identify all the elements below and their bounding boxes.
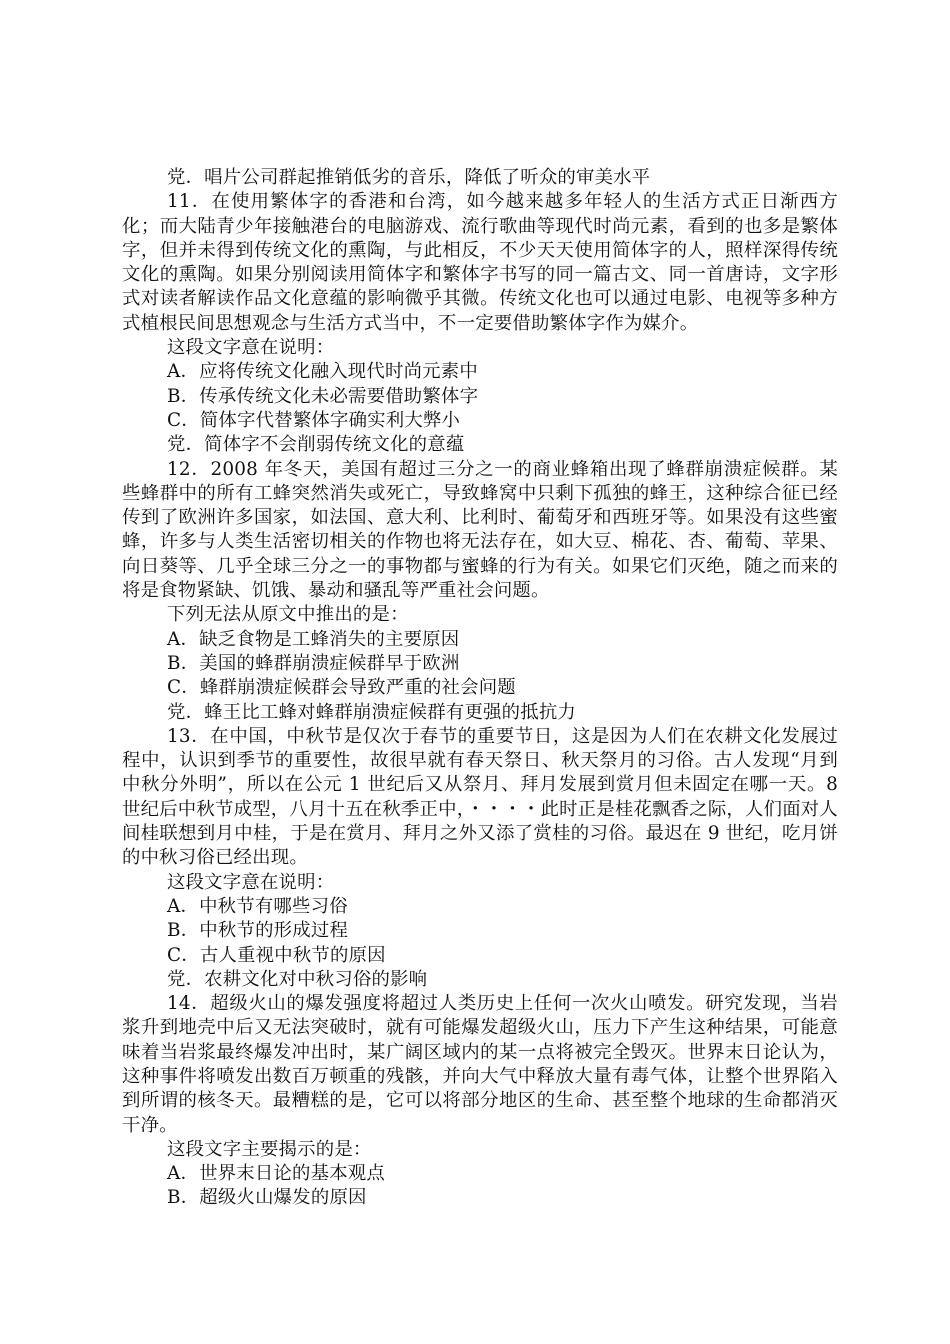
question-11-option-a: A．应将传统文化融入现代时尚元素中 <box>167 361 478 383</box>
question-13-prompt: 这段文字意在说明： <box>167 871 335 893</box>
question-12-option-d: 党．蜂王比工蜂对蜂群崩溃症候群有更强的抵抗力 <box>167 701 576 723</box>
question-13-option-c: C．古人重视中秋节的原因 <box>167 944 386 966</box>
question-12 <box>122 458 838 725</box>
question-13-passage: 13．在中国，中秋节是仅次于春节的重要节日，这是因为人们在农耕文化发展过程中，认识到季节的重要性，故很早就有春天祭日、秋天祭月的习俗。古人发现“月到中秋分外明”，所以在公元 1 世纪后又从祭月、拜月发展到赏月但未固定在哪一天。8 世纪后中秋节成型，八月十五在秋季正中，・・・・此时正是桂花飘香之际，人们面对人间桂联想到月中桂，于是在赏月、拜月之外又添了赏桂的习俗。最迟在 9 世纪，吃月饼的中秋习俗已经出现。 <box>122 725 838 869</box>
question-13-option-a: A．中秋节有哪些习俗 <box>167 895 348 917</box>
question-14-option-b: B．超级火山爆发的原因 <box>167 1187 367 1209</box>
question-11-option-c: C．简体字代替繁体字确实利大弊小 <box>167 409 461 431</box>
question-11-option-d: 党．简体字不会削弱传统文化的意蕴 <box>167 434 465 456</box>
question-12-passage: 12．2008 年冬天，美国有超过三分之一的商业蜂箱出现了蜂群崩溃症候群。某些蜂群中的所有工蜂突然消失或死亡，导致蜂窝中只剩下孤独的蜂王，这种综合征已经传到了欧洲许多国家，如法国、意大利、比利时、葡萄牙和西班牙等。如果没有这些蜜蜂，许多与人类生活密切相关的作物也将无法存在，如大豆、棉花、杏、葡萄、苹果、向日葵等、几乎全球三分之一的事物都与蜜蜂的行为有关。如果它们灭绝，随之而来的将是食物紧缺、饥饿、暴动和骚乱等严重社会问题。 <box>122 458 838 602</box>
question-12-option-a: A．缺乏食物是工蜂消失的主要原因 <box>167 628 460 650</box>
document-body <box>122 166 838 1211</box>
question-12-option-c: C．蜂群崩溃症候群会导致严重的社会问题 <box>167 677 516 699</box>
question-11-prompt: 这段文字意在说明： <box>167 337 335 359</box>
question-14-option-a: A．世界末日论的基本观点 <box>167 1163 385 1185</box>
question-12-option-b: B．美国的蜂群崩溃症候群早于欧洲 <box>167 652 460 674</box>
q10-option-d: 党．唱片公司群起推销低劣的音乐，降低了听众的审美水平 <box>167 167 651 188</box>
question-14-prompt: 这段文字主要揭示的是： <box>167 1138 372 1160</box>
question-11-option-b: B．传承传统文化未必需要借助繁体字 <box>167 385 479 407</box>
question-12-prompt: 下列无法从原文中推出的是： <box>167 604 409 626</box>
question-11 <box>122 190 838 457</box>
question-14-passage: 14．超级火山的爆发强度将超过人类历史上任何一次火山喷发。研究发现，当岩浆升到地壳中后又无法突破时，就有可能爆发超级火山，压力下产生这种结果，可能意味着当岩浆最终爆发冲出时，某广阔区域内的某一点将被完全毁灭。世界末日论认为，这种事件将喷发出数百万顿重的残骸，并向大气中释放大量有毒气体，让整个世界陷入到所谓的核冬天。最糟糕的是，它可以将部分地区的生命、甚至整个地球的生命都消灭干净。 <box>122 993 838 1136</box>
question-13 <box>122 725 838 992</box>
question-14 <box>122 992 838 1211</box>
question-13-option-b: B．中秋节的形成过程 <box>167 920 349 942</box>
question-11-passage: 11．在使用繁体字的香港和台湾，如今越来越多年轻人的生活方式正日渐西方化；而大陆青少年接触港台的电脑游戏、流行歌曲等现代时尚元素，看到的也多是繁体字，但并未得到传统文化的熏陶，与此相反，不少天天使用简体字的人，照样深得传统文化的熏陶。如果分别阅读用简体字和繁体字书写的同一篇古文、同一首唐诗，文字形式对读者解读作品文化意蕴的影响微乎其微。传统文化也可以通过电影、电视等多种方式植根民间思想观念与生活方式当中，不一定要借助繁体字作为媒介。 <box>122 191 838 334</box>
question-13-option-d: 党．农耕文化对中秋习俗的影响 <box>167 968 428 990</box>
